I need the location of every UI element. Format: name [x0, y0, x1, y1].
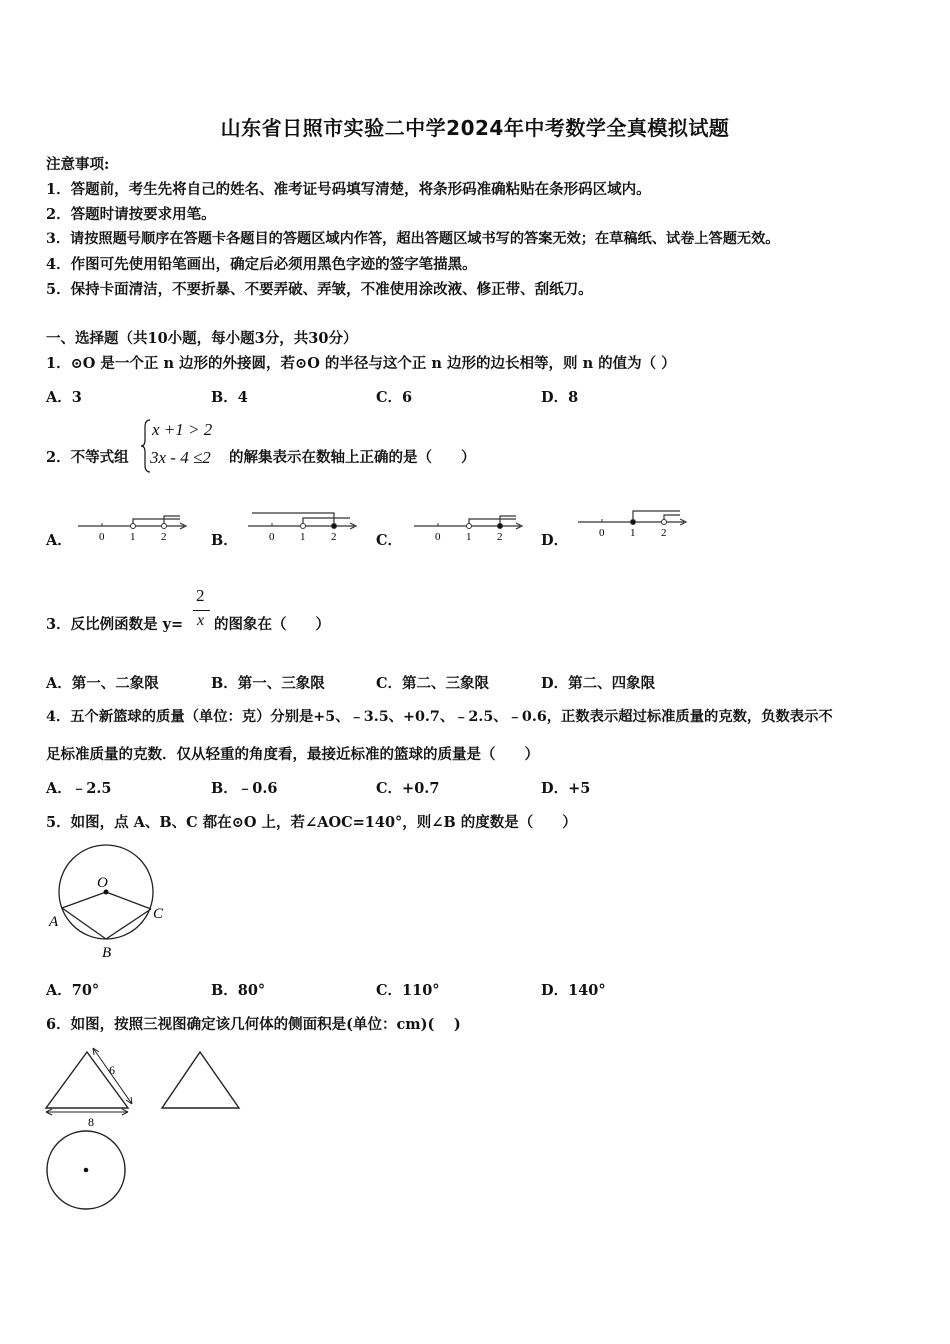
fraction-bar [193, 610, 210, 611]
tick-label: 1 [466, 531, 472, 543]
note-item: 4．作图可先使用铅笔画出，确定后必须用黑色字迹的签字笔描黑。 [46, 256, 477, 273]
q5-option-b: B．80° [211, 982, 266, 999]
q2-suffix: 的解集表示在数轴上正确的是（ ） [229, 449, 476, 466]
number-line-c [412, 512, 526, 544]
label-b: B [102, 945, 112, 961]
question-4-line-2: 足标准质量的克数．仅从轻重的角度看，最接近标准的篮球的质量是（ ） [46, 746, 539, 763]
q5-option-a: A．70° [46, 982, 100, 999]
note-item: 5．保持卡面清洁，不要折暴、不要弄破、弄皱，不准使用涂改液、修正带、刮纸刀。 [46, 281, 593, 298]
q4-option-c: C．+0.7 [376, 780, 440, 797]
tick-label: 1 [300, 531, 306, 543]
inequality-1: x +1 > 2 [152, 420, 213, 439]
q2-option-a: A． [46, 532, 72, 549]
fraction-numerator: 2 [196, 586, 205, 605]
q3-option-b: B．第一、三象限 [211, 675, 325, 692]
q2-option-c: C． [376, 532, 403, 549]
q5-option-c: C．110° [376, 982, 440, 999]
q4-option-d: D．+5 [541, 780, 591, 797]
q3-suffix: 的图象在（ ） [214, 616, 330, 633]
q3-option-c: C．第二、三象限 [376, 675, 490, 692]
tick-label: 2 [161, 531, 167, 543]
question-5: 5．如图，点 A、B、C 都在⊙O 上，若∠AOC=140°，则∠B 的度数是（ ） [46, 814, 577, 831]
q4-option-b: B．﹣0.6 [211, 780, 278, 797]
tick-label: 2 [331, 531, 337, 543]
section-heading: 一、选择题（共10小题，每小题3分，共30分） [46, 330, 358, 347]
q2-option-d: D． [541, 532, 569, 549]
question-4-line-1: 4．五个新篮球的质量（单位：克）分别是+5、﹣3.5、+0.7、﹣2.5、﹣0.6，正数表示超过标准质量的克数，负数表示不 [46, 709, 833, 725]
note-item: 1．答题前，考生先将自己的姓名、准考证号码填写清楚，将条形码准确粘贴在条形码区域内。 [46, 181, 651, 198]
fraction [192, 586, 212, 636]
tick-label: 0 [599, 527, 605, 539]
dim-side: 6 [109, 1063, 115, 1077]
tick-label: 2 [661, 527, 667, 539]
number-line-d [576, 504, 690, 540]
tick-label: 0 [99, 531, 105, 543]
q1-option-c: C．6 [376, 389, 413, 406]
q3-option-d: D．第二、四象限 [541, 675, 656, 692]
q1-option-d: D．8 [541, 389, 579, 406]
notes-heading: 注意事项: [46, 156, 110, 173]
number-line-b [246, 508, 360, 544]
label-c: C [153, 906, 164, 922]
tick-label: 0 [435, 531, 441, 543]
label-o: O [97, 875, 108, 891]
inequality-system [140, 418, 230, 474]
label-a: A [49, 914, 59, 930]
fraction-denominator: x [197, 612, 205, 629]
q3-option-a: A．第一、二象限 [46, 675, 159, 692]
q2-prefix: 2．不等式组 [46, 449, 129, 466]
q2-option-b: B． [211, 532, 238, 549]
dim-base: 8 [88, 1115, 94, 1129]
q1-option-b: B．4 [211, 389, 248, 406]
question-6: 6．如图，按照三视图确定该几何体的侧面积是(单位：cm)( ) [46, 1016, 461, 1033]
tick-label: 1 [130, 531, 136, 543]
q5-option-d: D．140° [541, 982, 606, 999]
page-title: 山东省日照市实验二中学2024年中考数学全真模拟试题 [220, 116, 730, 140]
question-1: 1．⊙O 是一个正 n 边形的外接圆，若⊙O 的半径与这个正 n 边形的边长相等，则 n 的值为（ ） [46, 355, 676, 372]
three-view-figure [40, 1044, 250, 1216]
q4-option-a: A．﹣2.5 [46, 780, 112, 797]
tick-label: 2 [497, 531, 503, 543]
side-view [162, 1052, 239, 1108]
note-item: 3．请按照题号顺序在答题卡各题目的答题区域内作答，超出答题区域书写的答案无效；在草稿纸、试卷上答题无效。 [46, 231, 780, 247]
tick-label: 1 [630, 527, 636, 539]
note-item: 2．答题时请按要求用笔。 [46, 206, 216, 223]
number-line-a [76, 512, 190, 544]
tick-label: 0 [269, 531, 275, 543]
q3-prefix: 3．反比例函数是 y= [46, 616, 184, 633]
q1-option-a: A．3 [46, 389, 82, 406]
circle-figure [44, 842, 174, 964]
inequality-2: 3x - 4 ≤2 [150, 448, 211, 467]
